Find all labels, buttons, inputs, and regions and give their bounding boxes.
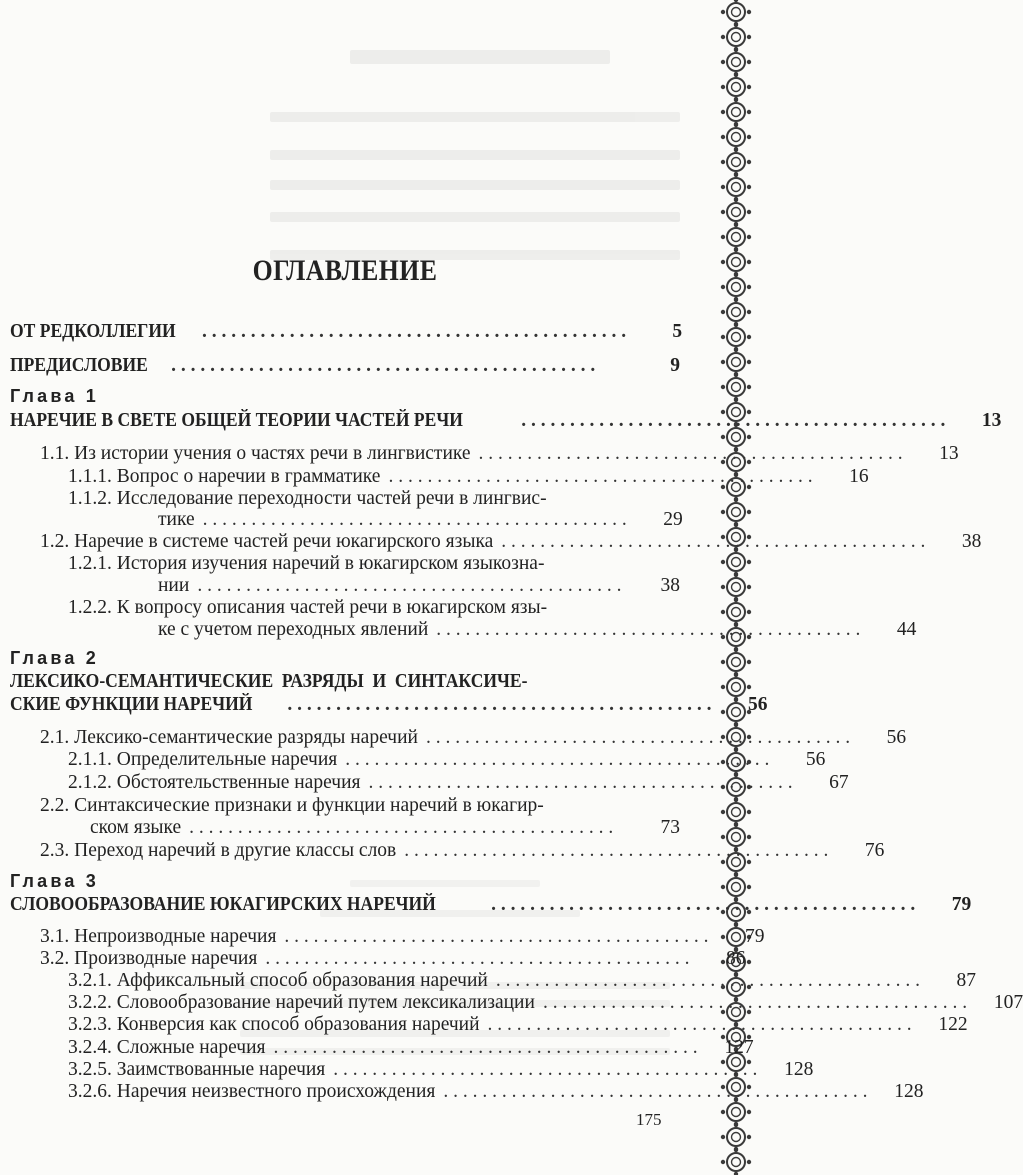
rosette-ornament bbox=[721, 298, 751, 326]
entry-text: Сложные наречия bbox=[116, 1037, 266, 1058]
toc-entry-section-title bbox=[40, 794, 544, 818]
section-number: 2.2. bbox=[40, 795, 70, 816]
toc-entry-section-cont[interactable] bbox=[158, 574, 680, 598]
dot-leader: . . . . . . . . . . . . . . . . . . . . . . . . . . . . . . . . . . . . . . . . . . . . bbox=[202, 321, 627, 342]
section-number: 3.1. bbox=[40, 926, 70, 947]
entry-text: нии bbox=[158, 575, 190, 596]
toc-entry-section[interactable] bbox=[68, 1058, 814, 1082]
toc-entry-section-cont[interactable] bbox=[158, 508, 683, 532]
toc-entry-section-title bbox=[40, 442, 471, 466]
section-number: 2.1.1. bbox=[68, 749, 112, 770]
section-number: 3.2.5. bbox=[68, 1059, 112, 1080]
entry-page-number: 128 bbox=[894, 1081, 924, 1102]
rosette-ornament bbox=[721, 798, 751, 826]
section-number: 3.2.4. bbox=[68, 1037, 112, 1058]
entry-page-number: 122 bbox=[938, 1014, 968, 1035]
toc-entry-section-title bbox=[68, 771, 360, 795]
dot-leader: . . . . . . . . . . . . . . . . . . . . . . . . . . . . . . . . . . . . . . . . . . . . bbox=[443, 1081, 868, 1102]
toc-entry-section-title bbox=[68, 596, 547, 620]
entry-page-number: 56 bbox=[805, 749, 826, 770]
entry-page-number: 38 bbox=[961, 531, 982, 552]
chapter-title-title bbox=[10, 693, 252, 717]
toc-entry-preface-title bbox=[10, 354, 148, 378]
entry-page-number: 67 bbox=[829, 772, 849, 793]
entry-text: Лексико-семантические разряды наречий bbox=[74, 727, 418, 748]
dot-leader: . . . . . . . . . . . . . . . . . . . . . . . . . . . . . . . . . . . . . . . . . . . . bbox=[189, 817, 614, 838]
section-number: 1.1.1. bbox=[68, 466, 112, 487]
rosette-ornament bbox=[721, 648, 751, 676]
chapter-title[interactable] bbox=[10, 409, 1002, 433]
chapter-title[interactable] bbox=[10, 893, 972, 917]
toc-entry-section-title bbox=[40, 530, 493, 554]
dot-leader: . . . . . . . . . . . . . . . . . . . . . . . . . . . . . . . . . . . . . . . . . . . . bbox=[197, 575, 622, 596]
toc-entry-section-title bbox=[68, 991, 535, 1015]
toc-entry-section[interactable] bbox=[40, 442, 959, 466]
chapter-title-title bbox=[10, 893, 436, 917]
dot-leader: . . . . . . . . . . . . . . . . . . . . . . . . . . . . . . . . . . . . . . . . . . . . bbox=[171, 355, 596, 376]
section-number: 2.1. bbox=[40, 727, 70, 748]
rosette-ornament bbox=[721, 323, 751, 351]
entry-text: Из истории учения о частях речи в лингвистике bbox=[74, 443, 471, 464]
toc-entry-section-cont-title bbox=[158, 574, 189, 598]
toc-entry-section[interactable] bbox=[68, 771, 849, 795]
toc-entry-section-title bbox=[68, 969, 488, 993]
entry-page-number: 9 bbox=[670, 355, 680, 376]
entry-text: Наречия неизвестного происхождения bbox=[116, 1081, 436, 1102]
entry-text: Вопрос о наречии в грамматике bbox=[116, 466, 381, 487]
entry-page-number: 13 bbox=[981, 410, 1002, 431]
entry-text: СЛОВООБРАЗОВАНИЕ ЮКАГИРСКИХ НАРЕЧИЙ bbox=[10, 894, 436, 915]
chapter-title-line-wrap bbox=[10, 670, 690, 694]
rosette-ornament bbox=[721, 73, 751, 101]
toc-entry-section-title bbox=[40, 839, 396, 863]
entry-text: СКИЕ ФУНКЦИИ НАРЕЧИЙ bbox=[10, 694, 253, 715]
entry-text: Синтаксические признаки и функции наречий в юкагир- bbox=[74, 795, 544, 816]
dot-leader: . . . . . . . . . . . . . . . . . . . . . . . . . . . . . . . . . . . . . . . . . . . . bbox=[542, 992, 968, 1013]
toc-entry-section-title bbox=[68, 1080, 435, 1104]
chapter-title-line: ЛЕКСИКО-СЕМАНТИЧЕСКИЕ РАЗРЯДЫ И СИНТАКСИЧЕ- bbox=[10, 671, 528, 692]
toc-entry-section-title bbox=[68, 1058, 325, 1082]
entry-page-number: 73 bbox=[660, 817, 680, 838]
toc-entry-section[interactable] bbox=[68, 465, 869, 489]
entry-text: Определительные наречия bbox=[116, 749, 338, 770]
toc-entry-section[interactable] bbox=[68, 1013, 968, 1037]
rosette-ornament bbox=[721, 573, 751, 601]
rosette-ornament bbox=[721, 348, 751, 376]
rosette-ornament bbox=[721, 373, 751, 401]
page-title: ОГЛАВЛЕНИЕ bbox=[252, 254, 438, 287]
section-number: 1.2. bbox=[40, 531, 70, 552]
dot-leader: . . . . . . . . . . . . . . . . . . . . . . . . . . . . . . . . . . . . . . . . . . . . bbox=[333, 1059, 758, 1080]
rosette-ornament bbox=[721, 198, 751, 226]
dot-leader: . . . . . . . . . . . . . . . . . . . . . . . . . . . . . . . . . . . . . . . . . . . . bbox=[388, 466, 813, 487]
chapter-label: Глава 1 bbox=[10, 386, 100, 406]
dot-leader: . . . . . . . . . . . . . . . . . . . . . . . . . . . . . . . . . . . . . . . . . . . . bbox=[273, 1037, 698, 1058]
dot-leader: . . . . . . . . . . . . . . . . . . . . . . . . . . . . . . . . . . . . . . . . . . . . bbox=[425, 727, 851, 748]
chapter-title[interactable] bbox=[10, 693, 768, 717]
toc-entry-section-title bbox=[40, 947, 257, 971]
entry-text: К вопросу описания частей речи в юкагирском язы- bbox=[116, 597, 548, 618]
toc-entry-section[interactable] bbox=[68, 969, 976, 993]
entry-page-number: 16 bbox=[849, 466, 869, 487]
entry-text: Производные наречия bbox=[74, 948, 258, 969]
rosette-ornament bbox=[721, 48, 751, 76]
dot-leader: . . . . . . . . . . . . . . . . . . . . . . . . . . . . . . . . . . . . . . . . . . . . bbox=[284, 926, 709, 947]
dot-leader: . . . . . . . . . . . . . . . . . . . . . . . . . . . . . . . . . . . . . . . . . . . . bbox=[368, 772, 793, 793]
toc-entry-section[interactable] bbox=[68, 991, 1023, 1015]
toc-entry-section-cont-title bbox=[158, 508, 195, 532]
rosette-ornament bbox=[721, 173, 751, 201]
entry-text: Исследование переходности частей речи в лингвис- bbox=[116, 488, 547, 509]
entry-text: ке с учетом переходных явлений bbox=[158, 619, 429, 640]
toc-entry-section-title bbox=[68, 1036, 266, 1060]
rosette-ornament bbox=[721, 223, 751, 251]
dot-leader: . . . . . . . . . . . . . . . . . . . . . . . . . . . . . . . . . . . . . . . . . . . . bbox=[478, 443, 903, 464]
dot-leader: . . . . . . . . . . . . . . . . . . . . . . . . . . . . . . . . . . . . . . . . . . . . bbox=[487, 1014, 912, 1035]
entry-page-number: 56 bbox=[747, 694, 768, 715]
dot-leader: . . . . . . . . . . . . . . . . . . . . . . . . . . . . . . . . . . . . . . . . . . . . bbox=[345, 749, 770, 770]
section-number: 1.2.2. bbox=[68, 597, 112, 618]
rosette-ornament bbox=[721, 0, 751, 26]
toc-entry-editorial-title bbox=[10, 320, 176, 344]
entry-text: История изучения наречий в юкагирском языкозна- bbox=[116, 553, 545, 574]
entry-text: Переход наречий в другие классы слов bbox=[74, 840, 397, 861]
chapter-label: Глава 2 bbox=[10, 648, 100, 668]
dot-leader: . . . . . . . . . . . . . . . . . . . . . . . . . . . . . . . . . . . . . . . . . . . . bbox=[265, 948, 690, 969]
section-number: 1.1.2. bbox=[68, 488, 112, 509]
bleed-through-top bbox=[250, 40, 690, 260]
toc-entry-section-cont[interactable] bbox=[158, 618, 917, 642]
toc-entry-section-cont-title bbox=[158, 618, 428, 642]
rosette-ornament bbox=[721, 273, 751, 301]
chapter-title-title bbox=[10, 409, 463, 433]
toc-entry-section[interactable] bbox=[40, 925, 765, 949]
dot-leader: . . . . . . . . . . . . . . . . . . . . . . . . . . . . . . . . . . . . . . . . . . . . bbox=[495, 970, 920, 991]
rosette-ornament bbox=[721, 23, 751, 51]
toc-entry-preface[interactable] bbox=[10, 354, 680, 378]
entry-page-number: 29 bbox=[663, 509, 683, 530]
toc-entry-section[interactable] bbox=[40, 794, 680, 818]
toc-entry-section[interactable] bbox=[40, 530, 982, 554]
toc-entry-section-cont-title bbox=[90, 816, 181, 840]
entry-text: тике bbox=[158, 509, 195, 530]
entry-page-number: 76 bbox=[864, 840, 885, 861]
section-number: 3.2. bbox=[40, 948, 70, 969]
entry-text: Аффиксальный способ образования наречий bbox=[116, 970, 488, 991]
section-number: 1.1. bbox=[40, 443, 70, 464]
chapter-label: Глава 3 bbox=[10, 871, 100, 891]
toc-entry-section[interactable] bbox=[40, 947, 746, 971]
section-number: 3.2.3. bbox=[68, 1014, 112, 1035]
entry-text: ПРЕДИСЛОВИЕ bbox=[10, 355, 148, 376]
dot-leader: . . . . . . . . . . . . . . . . . . . . . . . . . . . . . . . . . . . . . . . . . . . . bbox=[404, 840, 829, 861]
page-number: 175 bbox=[636, 1110, 662, 1129]
entry-page-number: 44 bbox=[896, 619, 917, 640]
entry-page-number: 128 bbox=[784, 1059, 814, 1080]
entry-page-number: 87 bbox=[956, 970, 976, 991]
toc-entry-section[interactable] bbox=[68, 1080, 924, 1104]
entry-text: Обстоятельственные наречия bbox=[116, 772, 361, 793]
toc-entry-section-title bbox=[68, 748, 337, 772]
rosette-ornament bbox=[721, 498, 751, 526]
toc-entry-section[interactable] bbox=[68, 552, 680, 576]
entry-text: Словообразование наречий путем лексикализации bbox=[116, 992, 535, 1013]
section-number: 3.2.2. bbox=[68, 992, 112, 1013]
entry-text: Заимствованные наречия bbox=[116, 1059, 326, 1080]
entry-page-number: 38 bbox=[660, 575, 680, 596]
entry-text: Конверсия как способ образования наречий bbox=[116, 1014, 480, 1035]
rosette-ornament bbox=[721, 248, 751, 276]
section-number: 3.2.6. bbox=[68, 1081, 112, 1102]
entry-page-number: 56 bbox=[886, 727, 907, 748]
entry-page-number: 5 bbox=[672, 321, 683, 342]
dot-leader: . . . . . . . . . . . . . . . . . . . . . . . . . . . . . . . . . . . . . . . . . . . . bbox=[521, 410, 946, 431]
entry-page-number: 79 bbox=[745, 926, 765, 947]
toc-entry-section-title bbox=[68, 465, 380, 489]
dot-leader: . . . . . . . . . . . . . . . . . . . . . . . . . . . . . . . . . . . . . . . . . . . . bbox=[436, 619, 861, 640]
section-number: 2.1.2. bbox=[68, 772, 112, 793]
entry-text: ском языке bbox=[90, 817, 182, 838]
section-number: 3.2.1. bbox=[68, 970, 112, 991]
section-number: 1.2.1. bbox=[68, 553, 112, 574]
toc-entry-section-title bbox=[40, 925, 276, 949]
entry-text: НАРЕЧИЕ В СВЕТЕ ОБЩЕЙ ТЕОРИИ ЧАСТЕЙ РЕЧИ bbox=[10, 410, 463, 431]
toc-entry-section[interactable] bbox=[68, 596, 680, 620]
entry-page-number: 127 bbox=[724, 1037, 754, 1058]
entry-text: ОТ РЕДКОЛЛЕГИИ bbox=[10, 321, 176, 342]
toc-entry-section[interactable] bbox=[68, 1036, 754, 1060]
rosette-ornament bbox=[721, 98, 751, 126]
dot-leader: . . . . . . . . . . . . . . . . . . . . . . . . . . . . . . . . . . . . . . . . . . . . bbox=[491, 894, 916, 915]
dot-leader: . . . . . . . . . . . . . . . . . . . . . . . . . . . . . . . . . . . . . . . . . . . . bbox=[202, 509, 627, 530]
entry-page-number: 107 bbox=[993, 992, 1023, 1013]
rosette-ornament bbox=[721, 148, 751, 176]
toc-entry-section[interactable] bbox=[40, 839, 885, 863]
section-number: 2.3. bbox=[40, 840, 70, 861]
entry-text: Непроизводные наречия bbox=[74, 926, 277, 947]
dot-leader: . . . . . . . . . . . . . . . . . . . . . . . . . . . . . . . . . . . . . . . . . . . . bbox=[287, 694, 712, 715]
toc-entry-section-title bbox=[40, 726, 418, 750]
toc-entry-section[interactable] bbox=[40, 726, 907, 750]
dot-leader: . . . . . . . . . . . . . . . . . . . . . . . . . . . . . . . . . . . . . . . . . . . . bbox=[501, 531, 926, 552]
toc-entry-section-title bbox=[68, 1013, 480, 1037]
toc-entry-section-title bbox=[68, 552, 544, 576]
entry-page-number: 86 bbox=[725, 948, 746, 969]
entry-page-number: 79 bbox=[951, 894, 972, 915]
toc-entry-section[interactable] bbox=[68, 748, 826, 772]
toc-entry-editorial[interactable] bbox=[10, 320, 683, 344]
entry-text: Наречие в системе частей речи юкагирского языка bbox=[74, 531, 494, 552]
rosette-ornament bbox=[721, 123, 751, 151]
toc-entry-section-cont[interactable] bbox=[90, 816, 680, 840]
rosette-ornament bbox=[721, 1148, 751, 1175]
entry-page-number: 13 bbox=[939, 443, 959, 464]
rosette-ornament bbox=[721, 1123, 751, 1151]
